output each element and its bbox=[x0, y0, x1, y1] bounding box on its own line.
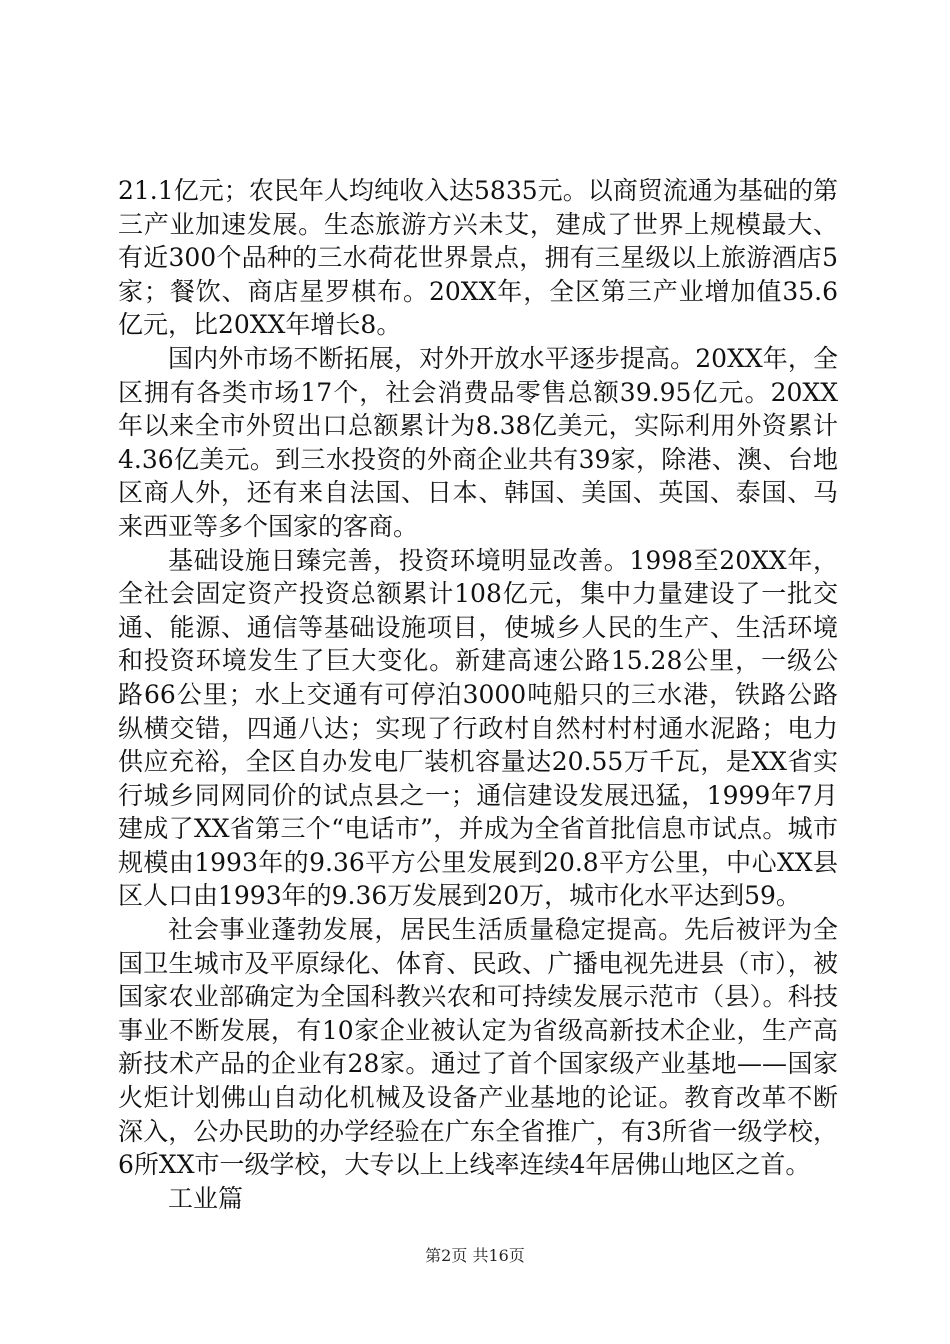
paragraph: 国内外市场不断拓展，对外开放水平逐步提高。20XX年，全区拥有各类市场17个，社会消费品零售总额39.95亿元。20XX年以来全市外贸出口总额累计为8.38亿美元，实际利用外资累计4.36亿美元。到三水投资的外商企业共有39家，除港、澳、台地区商人外，还有来自法国、日本、韩国、美国、英国、泰国、马来西亚等多个国家的客商。 bbox=[118, 343, 838, 541]
paragraph: 21.1亿元；农民年人均纯收入达5835元。以商贸流通为基础的第三产业加速发展。生态旅游方兴未艾，建成了世界上规模最大、有近300个品种的三水荷花世界景点，拥有三星级以上旅游酒店5家；餐饮、商店星罗棋布。20XX年，全区第三产业增加值35.6亿元，比20XX年增长8。 bbox=[118, 176, 838, 340]
body-text bbox=[118, 174, 838, 1215]
page-number: 第2页 共16页 bbox=[425, 1246, 525, 1265]
section-heading: 工业篇 bbox=[168, 1183, 244, 1213]
paragraph: 基础设施日臻完善，投资环境明显改善。1998至20XX年，全社会固定资产投资总额累计108亿元，集中力量建设了一批交通、能源、通信等基础设施项目，使城乡人民的生产、生活环境和投资环境发生了巨大变化。新建高速公路15.28公里，一级公路66公里；水上交通有可停泊3000吨船只的三水港，铁路公路纵横交错，四通八达；实现了行政村自然村村村通水泥路；电力供应充裕，全区自办发电厂装机容量达20.55万千瓦，是XX省实行城乡同网同价的试点县之一；通信建设发展迅猛，1999年7月建成了XX省第三个“电话市”，并成为全省首批信息市试点。城市规模由1993年的9.36平方公里发展到20.8平方公里，中心XX县区人口由1993年的9.36万发展到20万，城市化水平达到59。 bbox=[118, 545, 838, 911]
paragraph: 社会事业蓬勃发展，居民生活质量稳定提高。先后被评为全国卫生城市及平原绿化、体育、民政、广播电视先进县（市），被国家农业部确定为全国科教兴农和可持续发展示范市（县）。科技事业不断发展，有10家企业被认定为省级高新技术企业，生产高新技术产品的企业有28家。通过了首个国家级产业基地——国家火炬计划佛山自动化机械及设备产业基地的论证。教育改革不断深入，公办民助的办学经验在广东全省推广，有3所省一级学校，6所XX市一级学校，大专以上上线率连续4年居佛山地区之首。 bbox=[118, 915, 838, 1180]
